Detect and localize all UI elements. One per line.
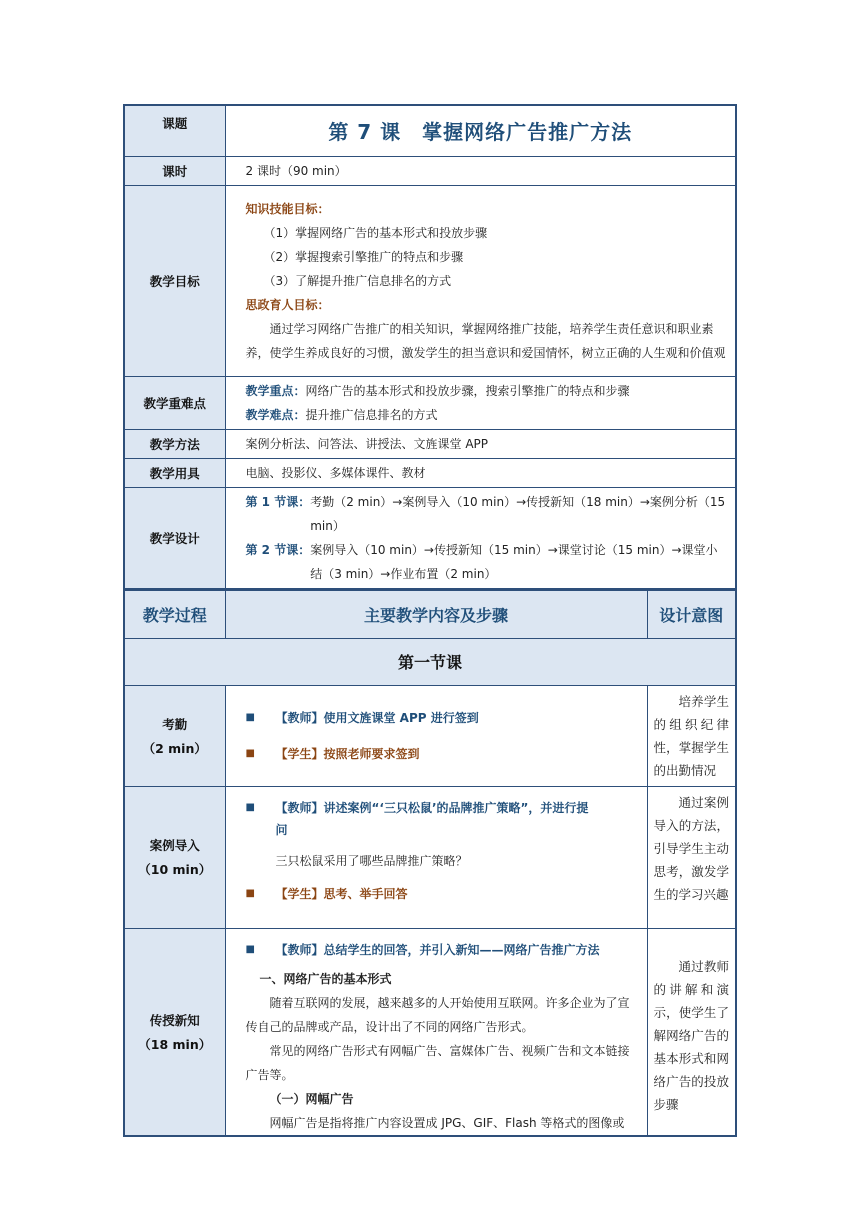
paragraph: 常见的网络广告形式有网幅广告、富媒体广告、视频广告和文本链接广告等。: [245, 1043, 630, 1082]
stage-time: （2 min）: [142, 740, 207, 756]
subsection-heading: （一）网幅广告: [269, 1091, 354, 1106]
key-points-label: 教学重难点: [124, 376, 225, 429]
square-bullet-icon: ■: [245, 887, 255, 899]
ideology-text: 通过学习网络广告推广的相关知识，掌握网络推广技能，培养学生责任意识和职业素养，使学生养成良好的习惯，激发学生的担当意识和爱国情怀，树立正确的人生观和价值观: [245, 321, 726, 360]
design-session-title: 第 2 节课：: [245, 542, 311, 557]
stage-cell: [124, 685, 225, 786]
list-item: [246, 939, 639, 961]
intent-header: 设计意图: [647, 590, 736, 638]
student-step: 【学生】思考、举手回答: [275, 886, 408, 901]
student-step: 【学生】按照老师要求签到: [275, 746, 420, 761]
lesson-title: 第 7 课 掌握网络广告推广方法: [225, 105, 736, 156]
section-title: 第一节课: [124, 638, 736, 685]
content-cell: [225, 928, 647, 1136]
content-header: 主要教学内容及步骤: [225, 590, 647, 638]
design-session-steps: [310, 490, 725, 538]
knowledge-item: （2）掌握搜索引擎推广的特点和步骤: [263, 249, 464, 264]
square-bullet-icon: ■: [245, 801, 255, 813]
stage-name: 考勤: [162, 716, 188, 732]
list-item: [246, 883, 639, 905]
design-session-title: 第 1 节课：: [245, 494, 311, 509]
design-line: min）: [310, 518, 345, 533]
case-question: 三只松鼠采用了哪些品牌推广策略？: [275, 853, 468, 868]
objectives-label: 教学目标: [124, 185, 225, 376]
key-points-cell: [225, 376, 736, 429]
square-bullet-icon: ■: [245, 943, 255, 955]
teacher-step: 【教师】总结学生的回答，并引入新知——网络广告推广方法: [275, 942, 600, 957]
stage-time: （18 min）: [138, 1036, 212, 1052]
ideology-heading: 思政育人目标：: [245, 297, 330, 312]
design-line: 考勤（2 min）→案例导入（10 min）→传授新知（18 min）→案例分析（15: [310, 494, 726, 509]
square-bullet-icon: ■: [245, 747, 255, 759]
objectives-cell: [225, 185, 736, 376]
list-item: [246, 707, 639, 729]
methods-value: 案例分析法、问答法、讲授法、文旌课堂 APP: [225, 429, 736, 458]
list-item: [246, 743, 639, 765]
hours-value: 2 课时（90 min）: [225, 156, 736, 185]
content-cell: [225, 786, 647, 928]
key-point-text: 网络广告的基本形式和投放步骤，搜索引擎推广的特点和步骤: [305, 383, 630, 398]
topic-label: 课题: [124, 105, 225, 156]
stage-cell: [124, 786, 225, 928]
process-header: 教学过程: [124, 590, 225, 638]
list-item: [246, 797, 639, 841]
knowledge-heading: 知识技能目标：: [245, 201, 330, 216]
tools-value: 电脑、投影仪、多媒体课件、教材: [225, 458, 736, 487]
hours-label: 课时: [124, 156, 225, 185]
stage-name: 传授新知: [149, 1012, 200, 1028]
lesson-plan: [123, 104, 735, 1137]
square-bullet-icon: ■: [245, 711, 255, 723]
design-session-steps: [310, 538, 717, 586]
methods-label: 教学方法: [124, 429, 225, 458]
stage-cell: [124, 928, 225, 1136]
difficulty-text: 提升推广信息排名的方式: [305, 407, 438, 422]
knowledge-item: （3）了解提升推广信息排名的方式: [263, 273, 452, 288]
design-cell: [225, 487, 736, 589]
teacher-step: 【教师】使用文旌课堂 APP 进行签到: [275, 710, 479, 725]
tools-label: 教学用具: [124, 458, 225, 487]
knowledge-item: （1）掌握网络广告的基本形式和投放步骤: [263, 225, 488, 240]
paragraph: 网幅广告是指将推广内容设置成 JPG、GIF、Flash 等格式的图像或: [269, 1115, 625, 1130]
teacher-step: 【教师】讲述案例“‘三只松鼠’的品牌推广策略”，并进行提 问: [275, 800, 589, 837]
design-intent: 培养学生的组织纪律性，掌握学生的出勤情况: [647, 685, 736, 786]
design-intent: 通过案例导入的方法，引导学生主动思考，激发学生的学习兴趣: [647, 786, 736, 928]
design-line: 结（3 min）→作业布置（2 min）: [310, 566, 497, 581]
difficulty-title: 教学难点：: [245, 407, 306, 422]
stage-name: 案例导入: [149, 838, 200, 853]
process-table: [123, 590, 737, 1137]
paragraph: 随着互联网的发展，越来越多的人开始使用互联网。许多企业为了宣传自己的品牌或产品，设计出了不同的网络广告形式。: [245, 995, 630, 1034]
design-line: 案例导入（10 min）→传授新知（15 min）→课堂讨论（15 min）→课堂小: [310, 542, 718, 557]
lesson-info-table: [123, 104, 737, 590]
stage-time: （10 min）: [138, 862, 212, 877]
section-heading: 一、网络广告的基本形式: [259, 971, 392, 986]
design-intent: 通过教师的讲解和演示，使学生了解网络广告的基本形式和网络广告的投放步骤: [647, 928, 736, 1136]
key-point-title: 教学重点：: [245, 383, 306, 398]
design-label: 教学设计: [124, 487, 225, 589]
content-cell: [225, 685, 647, 786]
